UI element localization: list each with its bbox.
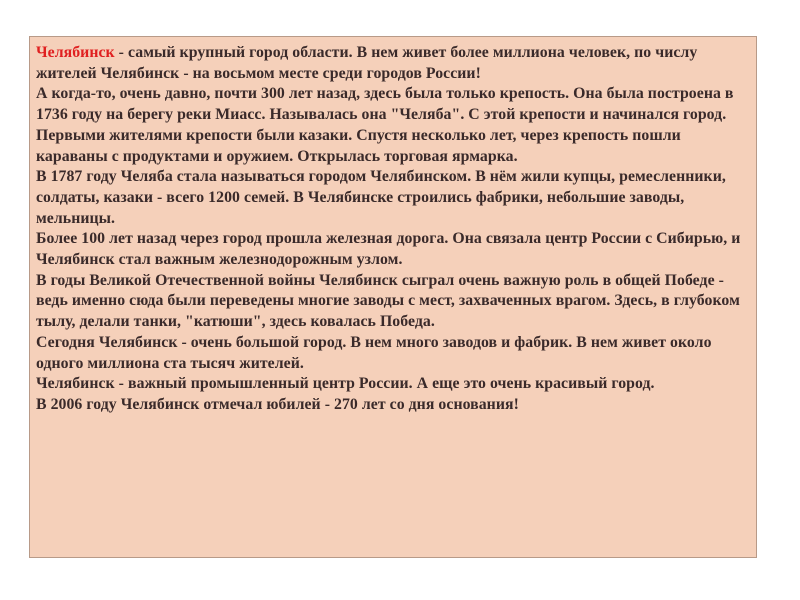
paragraph-war-years: В годы Великой Отечественной войны Челябинск сыграл очень важную роль в общей Победе - ведь именно сюда были переведены многие заводы с мест, захваченных врагом. Здесь, в глубоком тылу, делали танки, "катюши", здесь ковалась Победа. bbox=[36, 271, 740, 331]
paragraph-fortress: А когда-то, очень давно, почти 300 лет назад, здесь была только крепость. Она была построена в 1736 году на берегу реки Миасс. Называлась она "Челяба". С этой крепости и начинался город. bbox=[36, 85, 734, 124]
highlighted-city-name: Челябинск bbox=[36, 44, 115, 61]
paragraph-first-residents: Первыми жителями крепости были казаки. Спустя несколько лет, через крепость пошли караваны с продуктами и оружием. Открылась торговая ярмарка. bbox=[36, 126, 681, 165]
paragraph-industrial-center: Челябинск - важный промышленный центр России. А еще это очень красивый город. bbox=[36, 375, 655, 393]
article-body bbox=[36, 43, 750, 416]
paragraph-1787: В 1787 году Челяба стала называться городом Челябинском. В нём жили купцы, ремесленники, солдаты, казаки - всего 1200 семей. В Челябинске строились фабрики, небольшие заводы, мельницы. bbox=[36, 168, 726, 227]
paragraph-intro bbox=[36, 43, 750, 84]
paragraph-railway: Более 100 лет назад через город прошла железная дорога. Она связала центр России с Сибирью, и Челябинск стал важным железнодорожным узлом. bbox=[36, 230, 741, 269]
paragraph-intro-text: - самый крупный город области. В нем живет более миллиона человек, по числу жителей Челябинск - на восьмом месте среди городов России! bbox=[36, 44, 698, 82]
paragraph-jubilee: В 2006 году Челябинск отмечал юбилей - 270 лет со дня основания! bbox=[36, 395, 519, 413]
text-slide bbox=[29, 36, 757, 558]
paragraph-today: Сегодня Челябинск - очень большой город. В нем много заводов и фабрик. В нем живет около одного миллиона ста тысяч жителей. bbox=[36, 333, 712, 372]
